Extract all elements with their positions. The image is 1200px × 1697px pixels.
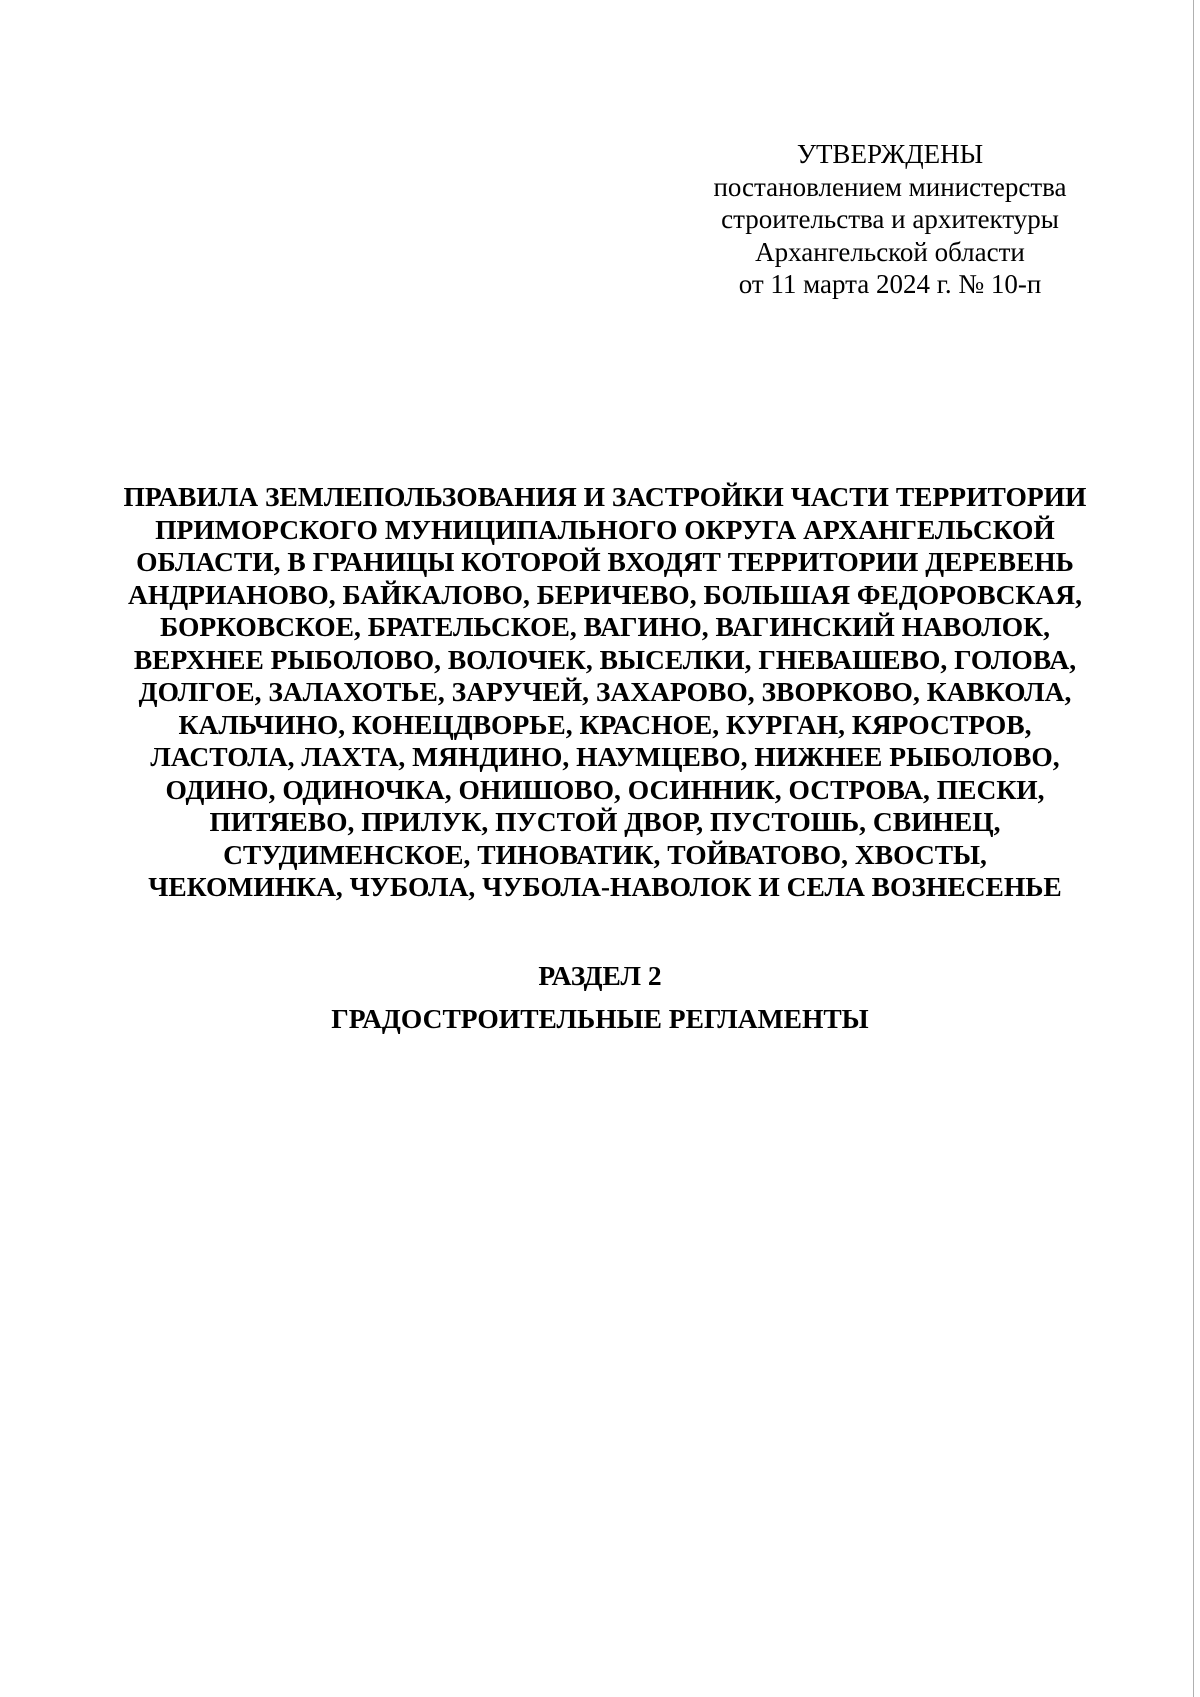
title-line: ДОЛГОЕ, ЗАЛАХОТЬЕ, ЗАРУЧЕЙ, ЗАХАРОВО, ЗВОРКОВО, КАВКОЛА, [138, 676, 1072, 707]
title-line: ПРАВИЛА ЗЕМЛЕПОЛЬЗОВАНИЯ И ЗАСТРОЙКИ ЧАСТИ ТЕРРИТОРИИ [123, 481, 1087, 512]
title-line: ОДИНО, ОДИНОЧКА, ОНИШОВО, ОСИННИК, ОСТРОВА, ПЕСКИ, [165, 773, 1045, 805]
title-line: ПРИМОРСКОГО МУНИЦИПАЛЬНОГО ОКРУГА АРХАНГЕЛЬСКОЙ [155, 513, 1055, 545]
approval-line: Архангельской области [755, 236, 1025, 267]
title-line: ЧЕКОМИНКА, ЧУБОЛА, ЧУБОЛА-НАВОЛОК И СЕЛА ВОЗНЕСЕНЬЕ [148, 871, 1062, 902]
section-number: РАЗДЕЛ 2 [538, 960, 662, 991]
title-line: КАЛЬЧИНО, КОНЕЦДВОРЬЕ, КРАСНОЕ, КУРГАН, КЯРОСТРОВ, [178, 708, 1032, 740]
title-line: ВЕРХНЕЕ РЫБОЛОВО, ВОЛОЧЕК, ВЫСЕЛКИ, ГНЕВАШЕВО, ГОЛОВА, [133, 643, 1077, 675]
title-line: СТУДИМЕНСКОЕ, ТИНОВАТИК, ТОЙВАТОВО, ХВОСТЫ, [223, 838, 987, 870]
approval-line: постановлением министерства [713, 171, 1067, 202]
approval-date-number: от 11 марта 2024 г. № 10-п [738, 269, 1042, 299]
title-line: АНДРИАНОВО, БАЙКАЛОВО, БЕРИЧЕВО, БОЛЬШАЯ ФЕДОРОВСКАЯ, [128, 578, 1082, 610]
page-edge-line [1193, 0, 1194, 1697]
title-line: ПИТЯЕВО, ПРИЛУК, ПУСТОЙ ДВОР, ПУСТОШЬ, СВИНЕЦ, [209, 806, 1001, 837]
document-title [80, 481, 1130, 904]
approval-line: строительства и архитектуры [721, 204, 1059, 234]
title-line: ОБЛАСТИ, В ГРАНИЦЫ КОТОРОЙ ВХОДЯТ ТЕРРИТОРИИ ДЕРЕВЕНЬ [136, 546, 1074, 577]
title-line: БОРКОВСКОЕ, БРАТЕЛЬСКОЕ, ВАГИНО, ВАГИНСКИЙ НАВОЛОК, [160, 611, 1050, 642]
section-name: ГРАДОСТРОИТЕЛЬНЫЕ РЕГЛАМЕНТЫ [331, 1003, 869, 1034]
title-line: ЛАСТОЛА, ЛАХТА, МЯНДИНО, НАУМЦЕВО, НИЖНЕЕ РЫБОЛОВО, [150, 741, 1060, 772]
approval-heading: УТВЕРЖДЕНЫ [796, 139, 984, 169]
approval-stamp-block [700, 138, 1080, 301]
